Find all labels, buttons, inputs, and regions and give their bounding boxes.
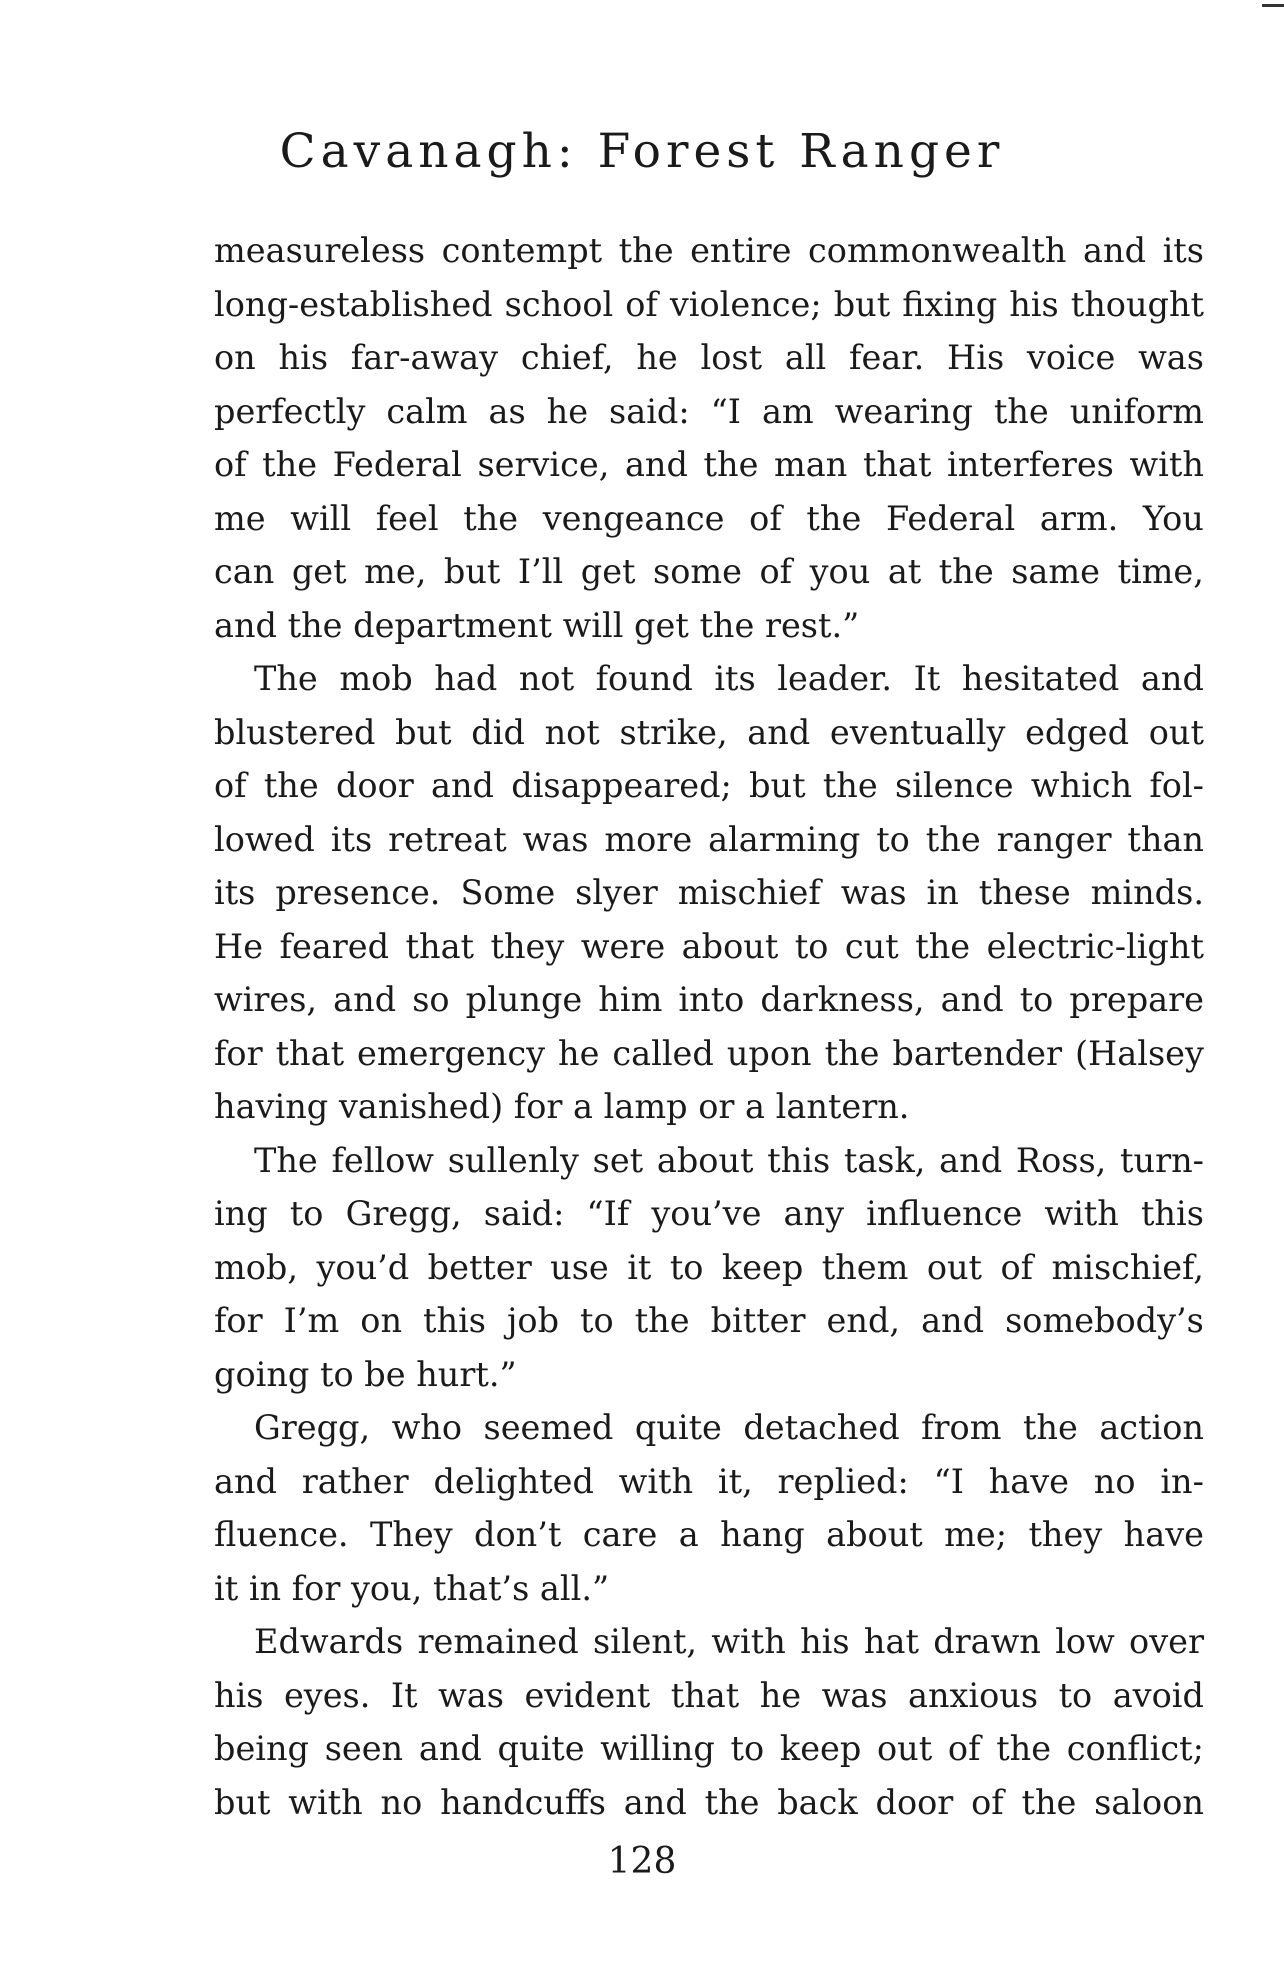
word: about (681, 926, 779, 966)
text-line: having vanished) for a lamp or a lantern. (214, 1087, 910, 1126)
text-line (214, 1508, 1204, 1562)
word: but (395, 712, 452, 752)
word: action (1099, 1408, 1204, 1447)
word: the (806, 498, 862, 538)
word: seen (324, 1729, 404, 1768)
text-line (214, 1401, 1204, 1455)
word: back (777, 1782, 858, 1822)
word: me (214, 498, 266, 538)
word: you (809, 552, 871, 591)
word: he (636, 338, 678, 377)
word: and (747, 712, 811, 752)
word: and (921, 1301, 985, 1340)
word: called (612, 1033, 714, 1073)
word: door (875, 1782, 954, 1822)
word: long-established (214, 284, 493, 324)
word: drawn (933, 1622, 1041, 1661)
word: influence (866, 1194, 1023, 1233)
running-head: Cavanagh: Forest Ranger (279, 124, 1005, 179)
word: were (580, 926, 666, 966)
word: and (431, 766, 494, 805)
word: entire (690, 231, 792, 270)
word: said: (609, 391, 690, 431)
word: presence. (275, 873, 441, 912)
word: his (1009, 284, 1059, 324)
word: it (627, 1247, 652, 1287)
word: the (634, 1301, 690, 1340)
word: at (887, 552, 922, 591)
word: His (947, 338, 1005, 377)
word: care (582, 1515, 658, 1554)
word: blustered (214, 712, 376, 752)
word: over (1129, 1622, 1204, 1661)
word: have (988, 1461, 1070, 1501)
word: use (550, 1247, 609, 1287)
word: the (463, 498, 519, 538)
word: lowed (214, 819, 315, 859)
word: plunge (465, 980, 583, 1019)
word: some (653, 552, 742, 591)
word: and (1083, 231, 1147, 270)
word: the (938, 552, 994, 591)
word: not (544, 712, 600, 752)
word: of (625, 284, 658, 324)
word: vengeance (542, 498, 725, 538)
word: and (624, 445, 688, 484)
word: hat (863, 1622, 919, 1661)
word: interferes (947, 445, 1114, 484)
word: get (580, 552, 636, 591)
word: his (800, 1622, 850, 1661)
text-line (214, 1615, 1204, 1669)
word: and (214, 1461, 277, 1501)
word: to (1058, 1675, 1093, 1715)
word: mischief (677, 873, 821, 912)
text-line (214, 973, 1204, 1027)
word: somebody’s (1005, 1301, 1204, 1340)
word: Ross, (1015, 1140, 1107, 1180)
word: with (1129, 445, 1204, 484)
scan-corner-mark (1262, 4, 1284, 7)
text-line (214, 1455, 1204, 1509)
word: leader. (777, 659, 893, 698)
word: set (592, 1140, 644, 1180)
word: of (759, 552, 793, 591)
word: cut (844, 926, 899, 966)
word: voice (1026, 338, 1116, 377)
word: door (335, 766, 414, 805)
word: was (438, 1675, 504, 1715)
word: found (595, 659, 693, 698)
text-line (214, 1669, 1204, 1723)
word: “If (586, 1194, 630, 1233)
word: electric-light (986, 926, 1204, 966)
word: was (1138, 338, 1204, 377)
word: this (767, 1140, 831, 1180)
word: rather (301, 1461, 409, 1501)
word: to (580, 1301, 614, 1340)
word: Some (460, 873, 556, 912)
word: Gregg, (254, 1408, 371, 1447)
word: with (288, 1782, 363, 1822)
word: with (711, 1622, 786, 1661)
word: turn- (1120, 1140, 1204, 1180)
word: uniform (1069, 391, 1204, 431)
word: about (826, 1515, 923, 1554)
word: It (390, 1675, 418, 1715)
word: in (926, 873, 959, 912)
word: avoid (1112, 1675, 1204, 1715)
word: The (254, 1140, 318, 1180)
text-line (214, 813, 1204, 867)
word: chief, (520, 338, 614, 377)
word: “I (710, 391, 741, 431)
word: silence (894, 766, 1014, 805)
word: ing (214, 1194, 268, 1233)
word: to (876, 819, 910, 859)
word: The (254, 659, 318, 698)
text-line (214, 278, 1204, 332)
text-line (214, 1134, 1204, 1188)
word: was (522, 819, 589, 859)
word: and (333, 980, 397, 1019)
word: the (703, 445, 759, 484)
word: its (330, 819, 373, 859)
word: and (939, 1140, 1003, 1180)
word: am (761, 391, 814, 431)
word: bitter (710, 1301, 806, 1340)
word: prepare (1069, 980, 1204, 1019)
word: that (275, 1033, 345, 1073)
word: fluence. (214, 1515, 349, 1554)
word: its (714, 659, 756, 698)
word: feared (279, 926, 390, 966)
page-number: 128 (607, 1841, 677, 1882)
word: had (434, 659, 498, 698)
word: Federal (885, 498, 1016, 538)
word: don’t (474, 1515, 562, 1554)
word: the (704, 1782, 760, 1822)
word: far-away (350, 338, 499, 377)
word: so (412, 980, 450, 1019)
word: detached (743, 1408, 900, 1447)
word: “I (933, 1461, 964, 1501)
word: but (749, 766, 806, 805)
word: the (618, 231, 674, 270)
word: darkness, (760, 980, 925, 1019)
word: calm (386, 391, 468, 431)
text-line (214, 920, 1204, 974)
word: eyes. (283, 1675, 371, 1715)
word: can (214, 552, 275, 591)
word: and (940, 980, 1004, 1019)
word: the (993, 391, 1049, 431)
word: of (749, 498, 782, 538)
word: same (1011, 552, 1100, 591)
word: lost (700, 338, 763, 377)
word: out (926, 1247, 983, 1287)
word: more (604, 819, 693, 859)
word: feel (375, 498, 439, 538)
word: hang (720, 1515, 805, 1554)
word: the (822, 766, 878, 805)
word: keep (779, 1729, 862, 1768)
word: but (833, 284, 891, 324)
word: edged (1025, 712, 1130, 752)
word: hesitated (961, 659, 1120, 698)
word: You (1142, 498, 1204, 538)
text-line (214, 1187, 1204, 1241)
word: his (214, 1675, 264, 1715)
word: replied: (777, 1461, 909, 1501)
word: in- (1160, 1461, 1204, 1501)
word: quite (634, 1408, 722, 1447)
word: anxious (907, 1675, 1039, 1715)
word: low (1055, 1622, 1115, 1661)
word: he (759, 1675, 802, 1715)
text-line (214, 706, 1204, 760)
word: the (262, 445, 318, 484)
word: retreat (388, 819, 507, 859)
word: emergency (357, 1033, 546, 1073)
word: I’ll (517, 552, 564, 591)
word: they (490, 926, 565, 966)
word: slyer (575, 873, 658, 912)
word: service, (477, 445, 610, 484)
text-line (214, 1027, 1204, 1081)
text-line (214, 652, 1204, 706)
word: you’ve (651, 1194, 762, 1233)
word: disappeared; (511, 766, 732, 805)
word: contempt (441, 231, 603, 270)
text-line (214, 385, 1204, 439)
text-line (214, 492, 1204, 546)
word: better (427, 1247, 532, 1287)
word: no (1093, 1461, 1136, 1501)
word: his (278, 338, 329, 377)
text-line (214, 545, 1204, 599)
word: mischief, (1051, 1247, 1204, 1287)
word: me, (364, 552, 427, 591)
word: fol- (1149, 766, 1204, 805)
word: the (263, 766, 319, 805)
word: They (369, 1515, 453, 1554)
word: arm. (1039, 498, 1119, 538)
word: fixing (902, 284, 998, 324)
word: you’d (316, 1247, 410, 1287)
word: who (391, 1408, 463, 1447)
word: upon (726, 1033, 812, 1073)
word: ranger (996, 819, 1112, 859)
word: of (971, 1782, 1004, 1822)
word: which (1030, 766, 1133, 805)
word: mob (339, 659, 413, 698)
word: the (1022, 1408, 1078, 1447)
word: handcuffs (440, 1782, 606, 1822)
word: perfectly (214, 391, 366, 431)
text-line (214, 331, 1204, 385)
text-line (214, 1294, 1204, 1348)
word: school (504, 284, 614, 324)
word: and (623, 1782, 687, 1822)
word: he (546, 391, 589, 431)
word: did (471, 712, 525, 752)
word: He (214, 926, 264, 966)
body-text (214, 224, 1204, 1829)
word: as (488, 391, 526, 431)
word: from (921, 1408, 1002, 1447)
word: its (214, 873, 256, 912)
word: eventually (829, 712, 1006, 752)
word: of (947, 1729, 981, 1768)
word: alarming (708, 819, 861, 859)
word: of (214, 445, 247, 484)
word: man (774, 445, 848, 484)
word: end, (826, 1301, 901, 1340)
word: the (996, 1729, 1052, 1768)
word: silent, (592, 1622, 698, 1661)
word: for (214, 1301, 263, 1340)
word: have (1123, 1515, 1204, 1554)
text-line: it in for you, that’s all.” (214, 1568, 610, 1608)
word: the (1021, 1782, 1077, 1822)
word: of (1000, 1247, 1034, 1287)
word: to (1019, 980, 1054, 1019)
word: on (360, 1301, 403, 1340)
text-line (214, 1722, 1204, 1776)
word: delighted (433, 1461, 594, 1501)
word: this (1140, 1194, 1204, 1233)
word: wearing (834, 391, 973, 431)
word: its (1162, 231, 1204, 270)
word: wires, (214, 980, 318, 1019)
text-line (214, 224, 1204, 278)
word: but (214, 1782, 271, 1822)
word: remained (417, 1622, 579, 1661)
word: get (291, 552, 347, 591)
word: thought (1070, 284, 1204, 324)
word: sullenly (447, 1140, 579, 1180)
word: I’m (283, 1301, 340, 1340)
word: this (423, 1301, 486, 1340)
word: Edwards (254, 1622, 404, 1661)
word: being (214, 1729, 310, 1768)
word: they (1028, 1515, 1103, 1554)
word: quite (497, 1729, 585, 1768)
word: It (913, 659, 941, 698)
word: to (289, 1194, 324, 1233)
word: commonwealth (808, 231, 1067, 270)
word: (Halsey (1074, 1033, 1204, 1073)
word: evident (524, 1675, 651, 1715)
word: minds. (1090, 873, 1204, 912)
word: all (784, 338, 827, 377)
word: and (1140, 659, 1204, 698)
word: with (618, 1461, 694, 1501)
word: of (214, 766, 247, 805)
text-line (214, 1241, 1204, 1295)
word: about (656, 1140, 754, 1180)
word: it, (717, 1461, 753, 1501)
word: than (1127, 819, 1204, 859)
text-line: going to be hurt.” (214, 1354, 517, 1394)
word: he (558, 1033, 600, 1073)
text-line (214, 866, 1204, 920)
word: keep (721, 1247, 804, 1287)
word: with (1044, 1194, 1119, 1233)
word: them (821, 1247, 909, 1287)
word: out (1148, 712, 1204, 752)
word: said: (483, 1194, 565, 1233)
text-line (214, 438, 1204, 492)
word: the (915, 926, 971, 966)
word: seemed (483, 1408, 614, 1447)
text-line (214, 1776, 1204, 1830)
word: the (925, 819, 981, 859)
word: me; (944, 1515, 1008, 1554)
word: Federal (332, 445, 462, 484)
word: mob, (214, 1247, 299, 1287)
word: task, (843, 1140, 926, 1180)
word: was (840, 873, 907, 912)
word: fellow (331, 1140, 434, 1180)
word: fear. (849, 338, 925, 377)
word: out (877, 1729, 933, 1768)
word: to (669, 1247, 704, 1287)
word: saloon (1094, 1782, 1204, 1822)
word: that (862, 445, 932, 484)
word: on (214, 338, 256, 377)
word: violence; (669, 284, 822, 324)
word: a (678, 1515, 699, 1554)
word: willing (600, 1729, 715, 1768)
text-line (214, 759, 1204, 813)
word: conflict; (1066, 1729, 1204, 1768)
word: no (380, 1782, 423, 1822)
text-line: and the department will get the rest.” (214, 605, 860, 645)
word: the (824, 1033, 880, 1073)
word: him (598, 980, 663, 1019)
word: strike, (619, 712, 728, 752)
word: measureless (214, 231, 426, 270)
word: was (821, 1675, 888, 1715)
word: that (670, 1675, 740, 1715)
word: but (443, 552, 501, 591)
word: job (507, 1301, 560, 1340)
word: into (678, 980, 745, 1019)
word: to (730, 1729, 765, 1768)
word: Gregg, (345, 1194, 462, 1233)
word: time, (1117, 552, 1204, 591)
word: any (783, 1194, 845, 1233)
word: not (518, 659, 575, 698)
word: will (290, 498, 352, 538)
word: that (405, 926, 475, 966)
word: these (978, 873, 1071, 912)
word: to (794, 926, 829, 966)
word: and (418, 1729, 482, 1768)
word: bartender (892, 1033, 1062, 1073)
word: for (214, 1033, 263, 1073)
